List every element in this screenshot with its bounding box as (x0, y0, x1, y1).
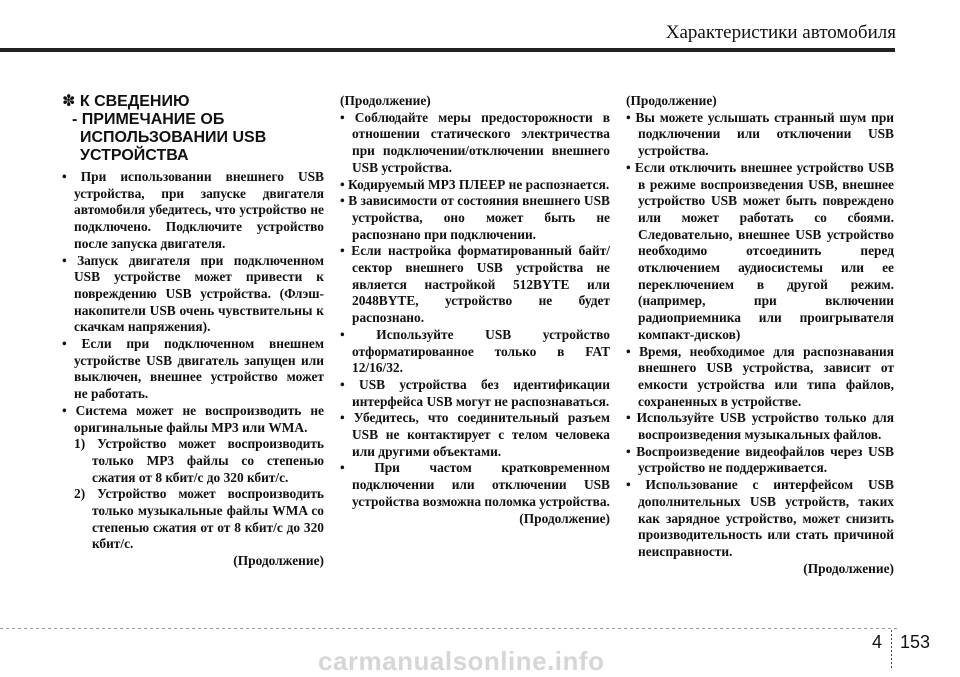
bullet-item: • Использование с интерфейсом USB дополнительных USB устройств, таких как зарядное устройство, может снизить производительность или стать причиной неисправности. (626, 477, 894, 559)
numbered-subitem: 1) Устройство может воспроизводить только MP3 файлы со степенью сжатия от 8 кбит/с до 320 кбит/с. (74, 436, 324, 485)
footer-separator (891, 630, 892, 670)
bullet-item: • Система может не воспроизводить не оригинальные файлы MP3 или WMA. (62, 402, 324, 435)
continued-label: (Продолжение) (803, 560, 894, 576)
note-title: ✽ К СВЕДЕНИЮ (62, 93, 190, 110)
bullet-item: • При частом кратковременном подключении или отключении USB устройства возможна поломка устройства. (340, 460, 610, 509)
page-header-title: Характеристики автомобиля (665, 22, 896, 43)
bullet-item: • Если при подключенном внешнем устройстве USB двигатель запущен или выключен, внешнее устройство может не работать. (62, 336, 324, 402)
continued-label: (Продолжение) (233, 553, 324, 569)
bullet-item: • Используйте USB устройство отформатированное только в FAT 12/16/32. (340, 326, 610, 376)
bullet-item: • Используйте USB устройство только для воспроизведения музыкальных файлов. (626, 410, 894, 443)
bullet-item: • Кодируемый MP3 ПЛЕЕР не распознается. (340, 176, 610, 192)
continued-intro: (Продолжение) (626, 93, 717, 108)
bullet-item: • При использовании внешнего USB устройства, при запуске двигателя автомобиля убедитесь, что устройство не подключено. Подключите устройство после запуска двигателя. (62, 169, 324, 251)
column-3 (626, 93, 894, 577)
bullet-item: • Запуск двигателя при подключенном USB устройстве может привести к повреждению USB устройства. (Флэш-накопители USB очень чувствительны к скачкам напряжения). (62, 252, 324, 335)
page-number: 153 (900, 632, 931, 652)
continued-intro: (Продолжение) (340, 93, 431, 108)
bullet-item: • Соблюдайте меры предосторожности в отношении статического электричества при подключении/отключении внешнего USB устройства. (340, 109, 610, 175)
watermark: carmanualsonline.info (318, 646, 605, 676)
note-subtitle: - ПРИМЕЧАНИЕ ОБ ИСПОЛЬЗОВАНИИ USB УСТРОЙСТВА (72, 111, 267, 164)
bullet-item: • Вы можете услышать странный шум при подключении или отключении USB устройства. (626, 109, 894, 159)
column-2 (340, 93, 610, 527)
numbered-subitem: 2) Устройство может воспроизводить только музыкальные файлы WMA со степенью сжатия от от 8 кбит/с до 320 кбит/с. (74, 486, 324, 552)
bullet-item: • В зависимости от состояния внешнего USB устройства, оно может быть не распознано при подключении. (340, 193, 610, 242)
bullet-item: • Воспроизведение видеофайлов через USB устройство не поддерживается. (626, 443, 894, 476)
column-1 (62, 93, 324, 570)
bullet-item: • Если отключить внешнее устройство USB в режиме воспроизведения USB, внешнее устройство USB может быть повреждено или может работать со сбоями. Следовательно, внешнее USB устройство необходимо отсоединить перед отключением аудиосистемы или ее переключением в другой режим. (например, при включении радиоприемника или проигрывателя компакт-дисков) (626, 159, 894, 342)
bullet-item: • Если настройка форматированный байт/сектор внешнего USB устройства не является настройкой 512BYTE или 2048BYTE, устройство не будет распознано. (340, 243, 610, 326)
bullet-item: • Убедитесь, что соединительный разъем USB не контактирует с телом человека или другими объектами. (340, 410, 610, 459)
footer-dotted-rule (0, 628, 900, 629)
bullet-item: • USB устройства без идентификации интерфейса USB могут не распознаваться. (340, 376, 610, 409)
chapter-number: 4 (872, 632, 883, 652)
bullet-item: • Время, необходимое для распознавания внешнего USB устройства, зависит от емкости устройства или типа файлов, сохраненных в устройстве. (626, 343, 894, 409)
header-divider (0, 48, 895, 52)
continued-label: (Продолжение) (519, 510, 610, 526)
